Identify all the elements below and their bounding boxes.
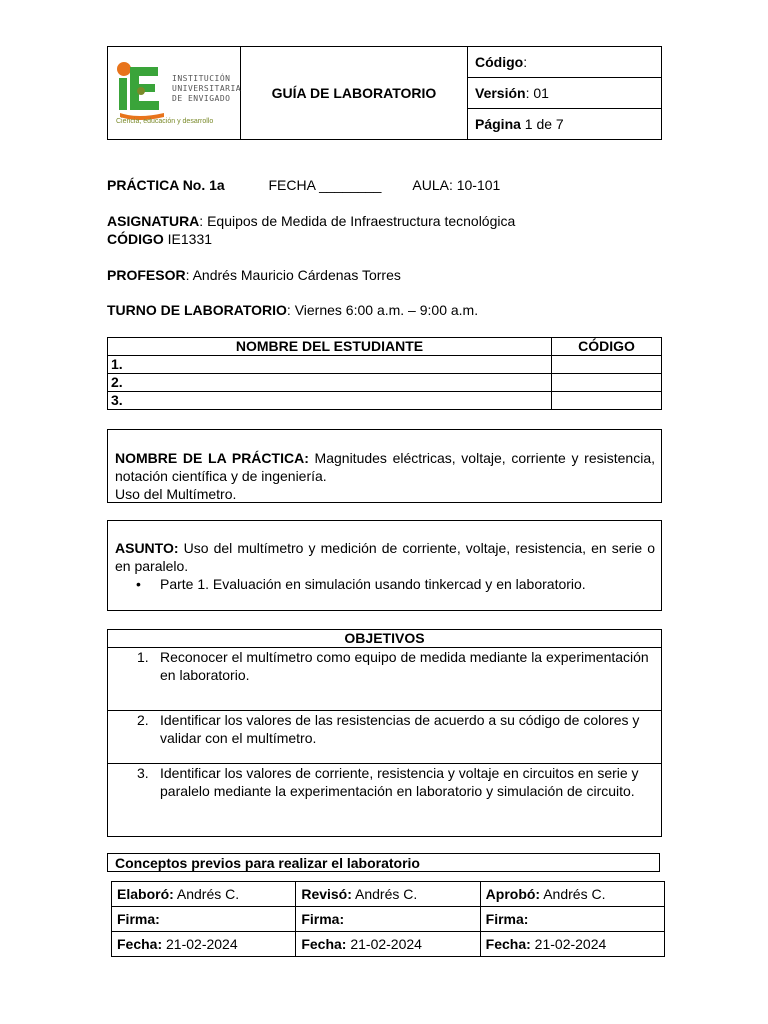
fecha-label-3: Fecha: <box>485 936 531 952</box>
student-name-header: NOMBRE DEL ESTUDIANTE <box>108 338 552 356</box>
fecha-cell-3 <box>480 932 664 957</box>
bullet-icon: • <box>136 576 141 592</box>
pagina-cell <box>468 109 662 140</box>
asunto-bullet-item <box>136 575 586 593</box>
firma-2: Firma: <box>296 907 480 932</box>
pagina-value: 1 de 7 <box>520 116 564 132</box>
turno-label: TURNO DE LABORATORIO <box>107 302 287 318</box>
objective-row-1 <box>108 648 662 711</box>
pagina-label: Página <box>475 116 521 132</box>
student-row-1: 1. <box>108 356 552 374</box>
asunto-text: Uso del multímetro y medición de corriente, voltaje, resistencia, en serie o en paralelo. <box>115 540 655 574</box>
asunto-label: ASUNTO: <box>115 540 179 556</box>
version-label: Versión <box>475 85 526 101</box>
elaboro-cell <box>112 882 296 907</box>
table-row <box>108 374 662 392</box>
elaboro-value: Andrés C. <box>173 886 240 902</box>
aprobo-cell <box>480 882 664 907</box>
table-row <box>108 356 662 374</box>
fecha-cell-1 <box>112 932 296 957</box>
practica-line <box>107 176 500 194</box>
turno-value: : Viernes 6:00 a.m. – 9:00 a.m. <box>286 302 479 318</box>
student-code-header: CÓDIGO <box>552 338 662 356</box>
aula-field: AULA: 10-101 <box>412 177 501 193</box>
objective-num-1: 1. <box>137 649 149 665</box>
objective-row-3 <box>108 764 662 837</box>
codigo-line <box>107 230 212 248</box>
profesor-line <box>107 266 401 284</box>
course-codigo-label: CÓDIGO <box>107 231 164 247</box>
fecha-value-3: 21-02-2024 <box>530 936 607 952</box>
fecha-field: FECHA ________ <box>268 177 382 193</box>
student-code-3 <box>552 392 662 410</box>
student-row-3: 3. <box>108 392 552 410</box>
codigo-value: : <box>523 54 528 70</box>
objective-num-2: 2. <box>137 712 149 728</box>
header-table <box>107 46 662 140</box>
objective-num-3: 3. <box>137 765 149 781</box>
objectives-title: OBJETIVOS <box>108 630 662 648</box>
fecha-label-2: Fecha: <box>301 936 347 952</box>
practice-name-box <box>107 429 662 503</box>
asignatura-label: ASIGNATURA <box>107 213 200 229</box>
asunto-bullet-text: Parte 1. Evaluación en simulación usando tinkercad y en laboratorio. <box>160 576 586 592</box>
asignatura-line <box>107 212 515 230</box>
version-cell <box>468 78 662 109</box>
concepts-title: Conceptos previos para realizar el laboratorio <box>115 855 420 871</box>
profesor-value: : Andrés Mauricio Cárdenas Torres <box>185 267 401 283</box>
table-row <box>108 392 662 410</box>
reviso-value: Andrés C. <box>351 886 418 902</box>
student-code-2 <box>552 374 662 392</box>
reviso-cell <box>296 882 480 907</box>
fecha-cell-2 <box>296 932 480 957</box>
concepts-box <box>107 853 660 872</box>
logo-tagline: Ciencia, educación y desarrollo <box>116 118 214 125</box>
aprobo-value: Andrés C. <box>540 886 606 902</box>
students-table <box>107 337 662 410</box>
codigo-label: Código <box>475 54 524 70</box>
institution-logo <box>108 47 241 140</box>
logo-line-1: INSTITUCIÓN <box>172 74 231 83</box>
document-title: GUÍA DE LABORATORIO <box>241 47 468 140</box>
fecha-value-1: 21-02-2024 <box>162 936 238 952</box>
reviso-label: Revisó: <box>301 886 352 902</box>
student-code-1 <box>552 356 662 374</box>
student-row-2: 2. <box>108 374 552 392</box>
course-codigo-value: IE1331 <box>163 231 213 247</box>
aprobo-label: Aprobó: <box>485 886 541 902</box>
practice-name-line2: Uso del Multímetro. <box>115 486 237 502</box>
turno-line <box>107 301 478 319</box>
signatures-table <box>111 881 665 957</box>
asignatura-value: : Equipos de Medida de Infraestructura tecnológica <box>199 213 516 229</box>
objective-row-2 <box>108 711 662 764</box>
fecha-value-2: 21-02-2024 <box>346 936 422 952</box>
practica-label: PRÁCTICA No. 1a <box>107 177 225 193</box>
objective-text-3: Identificar los valores de corriente, resistencia y voltaje en circuitos en serie y paralelo mediante la experimentación en laboratorio y simulación de circuito. <box>160 765 639 799</box>
firma-3: Firma: <box>480 907 664 932</box>
codigo-cell <box>468 47 662 78</box>
fecha-label-1: Fecha: <box>117 936 163 952</box>
profesor-label: PROFESOR <box>107 267 186 283</box>
practice-name-text: Magnitudes eléctricas, voltaje, corriente y resistencia, notación científica y de ingeniería. <box>115 450 655 484</box>
practice-name-label: NOMBRE DE LA PRÁCTICA: <box>115 450 309 466</box>
logo-line-2: UNIVERSITARIA <box>172 84 242 93</box>
asunto-box <box>107 520 662 611</box>
objective-text-2: Identificar los valores de las resistencias de acuerdo a su código de colores y validar con el multímetro. <box>160 712 640 746</box>
elaboro-label: Elaboró: <box>117 886 174 902</box>
firma-1: Firma: <box>112 907 296 932</box>
logo-line-3: DE ENVIGADO <box>172 94 231 103</box>
objective-text-1: Reconocer el multímetro como equipo de medida mediante la experimentación en laboratorio. <box>160 649 649 683</box>
objectives-table <box>107 629 662 837</box>
version-value: : 01 <box>525 85 549 101</box>
